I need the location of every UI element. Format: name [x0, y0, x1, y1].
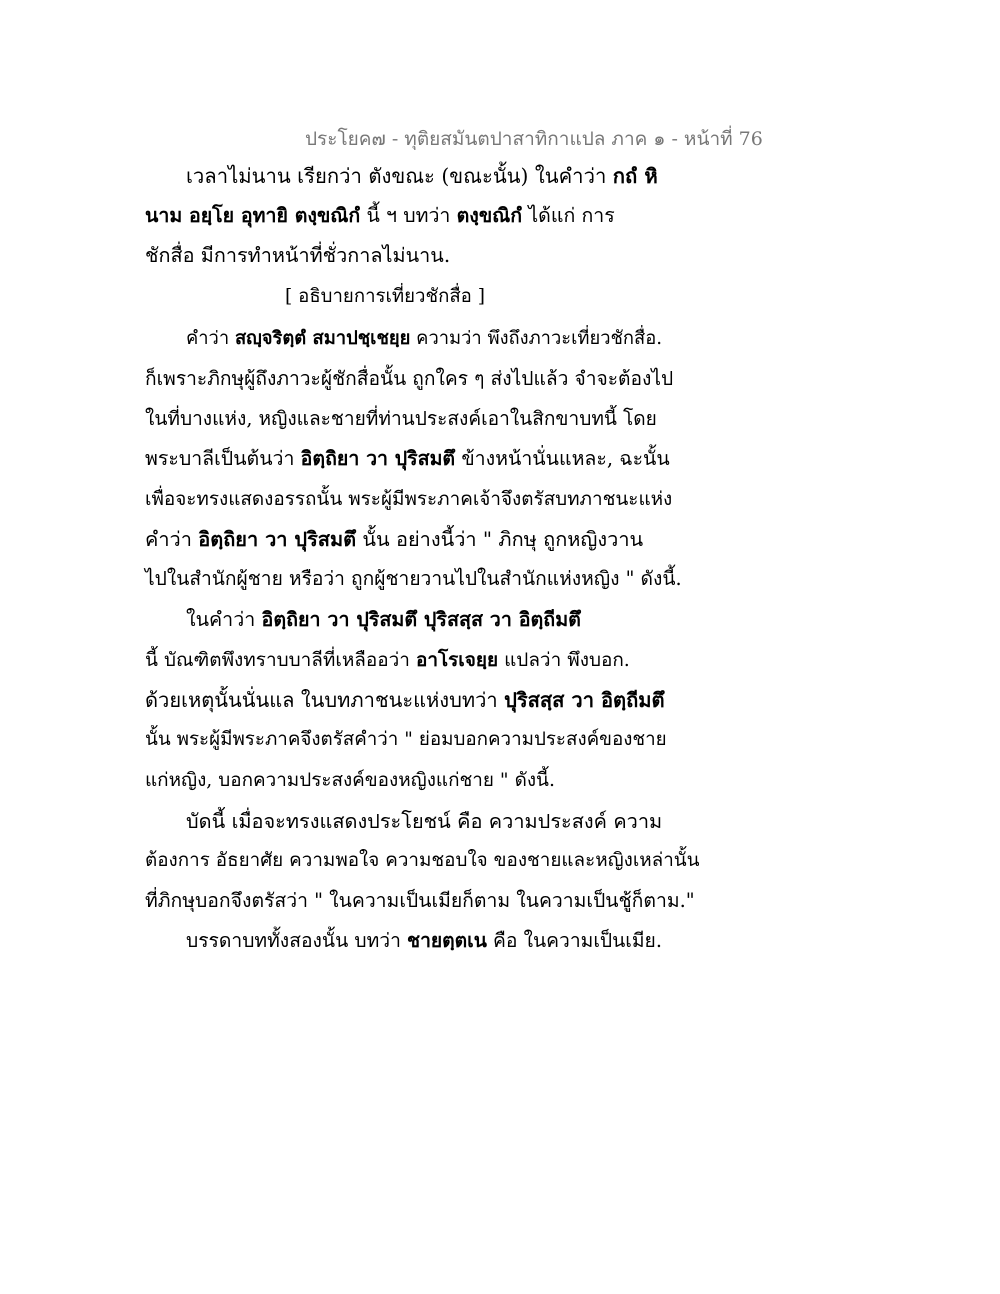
text-run: ที่ภิกษุบอกจึงตรัสว่า " ในความเป็นเมียก็ตาม ในความเป็นชู้ก็ตาม."	[145, 889, 695, 912]
text-line	[145, 883, 695, 919]
text-line	[145, 401, 657, 437]
text-run: ในที่บางแห่ง, หญิงและชายที่ท่านประสงค์เอาในสิกขาบทนี้ โดย	[145, 407, 657, 430]
pali-term: สญฺจริตฺตํ สมาปชฺเชยฺย	[234, 328, 411, 349]
text-run: นั้น อย่างนี้ว่า " ภิกษุ ถูกหญิงวาน	[356, 527, 644, 551]
text-run: ชักสื่อ มีการทำหน้าที่ชั่วกาลไม่นาน.	[145, 244, 451, 267]
text-run: คือ ในความเป็นเมีย.	[486, 929, 662, 952]
text-line	[145, 198, 615, 234]
page-header: ประโยค๗ - ทุติยสมันตปาสาทิกาแปล ภาค ๑ - หน้าที่ 76	[305, 128, 763, 150]
text-line	[145, 481, 672, 517]
pali-term: อิตฺถิยา วา ปุริสมตึ	[300, 447, 456, 470]
text-line	[145, 722, 667, 758]
text-run: ด้วยเหตุนั้นนั่นแล ในบทภาชนะแห่งบทว่า	[145, 688, 505, 712]
pali-term: ตงฺขณิกํ	[456, 204, 523, 227]
text-run: นั้น พระผู้มีพระภาคจึงตรัสคำว่า " ย่อมบอกความประสงค์ของชาย	[145, 729, 667, 750]
text-line	[145, 441, 670, 477]
text-run: เวลาไม่นาน เรียกว่า ตังขณะ (ขณะนั้น) ในคำว่า	[186, 164, 613, 188]
pali-term: ชายตฺตเน	[407, 929, 487, 952]
text-run: ได้แก่ การ	[522, 204, 615, 227]
pali-term: อิตฺถิยา วา ปุริสมตึ	[198, 527, 357, 551]
text-run: ในคำว่า	[186, 608, 262, 631]
text-run: คำว่า	[145, 527, 199, 551]
text-run: บรรดาบททั้งสองนั้น บทว่า	[186, 929, 407, 952]
text-run: ต้องการ อัธยาศัย ความพอใจ ความชอบใจ ของชายและหญิงเหล่านั้น	[145, 850, 700, 871]
text-run: เพื่อจะทรงแสดงอรรถนั้น พระผู้มีพระภาคเจ้าจึงตรัสบทภาชนะแห่ง	[145, 488, 673, 510]
text-line	[186, 158, 658, 194]
text-run: [ อธิบายการเที่ยวชักสื่อ ]	[285, 286, 486, 307]
text-run: ไปในสำนักผู้ชาย หรือว่า ถูกผู้ชายวานไปในสำนักแห่งหญิง " ดังนี้.	[145, 567, 682, 590]
pali-term: ปุริสสฺส วา อิตฺถีมตึ	[504, 688, 665, 712]
pali-term: นาม อยฺโย อุทายิ ตงฺขณิกํ	[145, 204, 361, 227]
text-run: ก็เพราะภิกษุผู้ถึงภาวะผู้ชักสื่อนั้น ถูกใคร ๆ ส่งไปแล้ว จำจะต้องไป	[145, 367, 674, 390]
text-run: ข้างหน้านั่นแหละ, ฉะนั้น	[455, 447, 670, 470]
text-line	[145, 642, 630, 678]
text-line	[145, 762, 555, 798]
text-line	[186, 321, 662, 357]
text-run: แก่หญิง, บอกความประสงค์ของหญิงแก่ชาย " ดังนี้.	[145, 769, 555, 791]
text-line	[145, 561, 682, 597]
text-line	[186, 803, 662, 839]
text-line	[145, 521, 643, 557]
text-line	[186, 923, 662, 959]
text-run: ความว่า พึงถึงภาวะเที่ยวชักสื่อ.	[410, 328, 663, 349]
text-run: บัดนี้ เมื่อจะทรงแสดงประโยชน์ คือ ความประสงค์ ความ	[186, 809, 663, 833]
pali-term: อาโรเจยฺย	[415, 649, 499, 671]
text-line	[145, 238, 450, 274]
pali-term: กถํ หิ	[612, 164, 658, 188]
text-run: พระบาลีเป็นต้นว่า	[145, 447, 301, 470]
text-run: แปลว่า พึงบอก.	[498, 649, 630, 671]
text-line	[145, 682, 665, 718]
text-line	[145, 361, 673, 397]
text-line	[145, 843, 700, 879]
text-run: คำว่า	[186, 328, 235, 349]
text-run: นี้ บัณฑิตพึงทราบบาลีที่เหลืออว่า	[145, 649, 416, 671]
section-heading	[285, 279, 485, 315]
text-line	[186, 602, 581, 638]
pali-term: อิตฺถิยา วา ปุริสมตึ ปุริสสฺส วา อิตฺถีมตึ	[261, 608, 581, 631]
text-run: นี้ ฯ บทว่า	[360, 204, 457, 227]
